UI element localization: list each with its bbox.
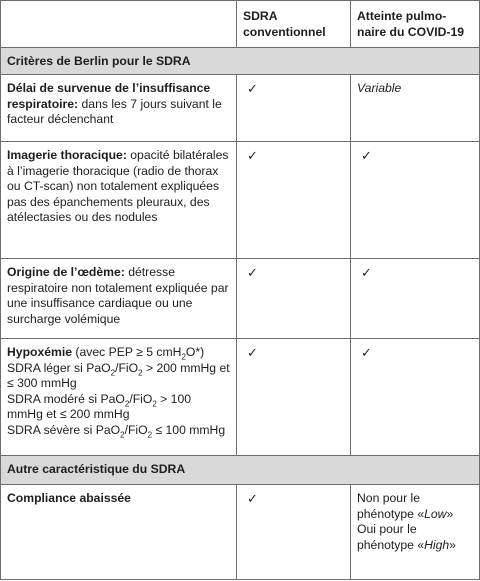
check-icon: ✓ — [237, 259, 351, 339]
criterion-cell — [1, 339, 237, 456]
hypox-text: SDRA sévère si PaO — [7, 422, 121, 437]
section-row-other — [1, 456, 480, 485]
check-icon: ✓ — [237, 142, 351, 259]
check-icon: ✓ — [351, 259, 480, 339]
table-row — [1, 142, 480, 259]
hypox-text: SDRA léger si PaO — [7, 360, 111, 375]
compliance-text-high: Oui pour le phénotype « — [357, 522, 425, 552]
criterion-text: opacité bilatérales à l’imagerie thoracique (radio de thorax ou CT-scan) non totalement expliquées pas des épanchements pleuraux, des atélectasies ou des nodules — [7, 148, 229, 224]
compliance-line-high — [357, 522, 473, 553]
hypox-text: ≤ 100 mmHg — [152, 422, 226, 437]
criterion-cell — [1, 75, 237, 142]
check-icon: ✓ — [237, 75, 351, 142]
criterion-cell — [1, 142, 237, 259]
subscript: 2 — [110, 367, 116, 377]
header-sdra-conventionnel: SDRA conventionnel — [237, 1, 351, 48]
criterion-label: Origine de l’œdème: — [7, 265, 125, 279]
phenotype-low: Low — [424, 506, 447, 521]
section-title-other: Autre caractéristique du SDRA — [1, 456, 480, 485]
criterion-label: Hypoxémie — [7, 345, 73, 359]
header-blank — [1, 1, 237, 48]
phenotype-high: High — [424, 537, 450, 552]
hypox-lead: (avec PEP ≥ 5 cmH — [72, 345, 182, 359]
hypox-text: /FiO — [115, 360, 139, 375]
check-icon: ✓ — [351, 142, 480, 259]
criterion-cell — [1, 259, 237, 339]
table-row-hypoxemie — [1, 339, 480, 456]
subscript: 2 — [147, 429, 153, 439]
criterion-label: Compliance abaissée — [7, 491, 131, 505]
hypox-line-1 — [7, 361, 230, 392]
compliance-text-low: Non pour le phénotype « — [357, 491, 425, 521]
hypox-text: SDRA modéré si PaO — [7, 391, 125, 406]
hypox-text: /FiO — [124, 422, 148, 437]
criterion-text: dans les 7 jours suivant le facteur déclenchant — [7, 96, 222, 126]
criterion-label: Imagerie thoracique: — [7, 148, 127, 162]
check-icon: ✓ — [237, 339, 351, 456]
check-icon: ✓ — [237, 485, 351, 580]
criterion-text: détresse respiratoire non totalement expliquée par une insuffisance cardiaque ou une surcharge volémique — [7, 265, 229, 326]
criterion-cell — [1, 485, 237, 580]
header-covid: Atteinte pulmo-naire du COVID-19 — [351, 1, 480, 48]
table-row-compliance — [1, 485, 480, 580]
subscript: 2 — [152, 398, 157, 408]
quote-close: » — [449, 537, 456, 552]
subscript: 2 — [181, 352, 186, 362]
subscript: 2 — [124, 398, 130, 408]
subscript: 2 — [120, 429, 125, 439]
covid-value: Variable — [351, 75, 480, 142]
check-icon: ✓ — [351, 339, 480, 456]
header-row — [1, 1, 480, 48]
table-row — [1, 259, 480, 339]
quote-close: » — [446, 506, 454, 521]
hypox-line-2 — [7, 392, 230, 423]
subscript: 2 — [138, 367, 143, 377]
section-row-berlin — [1, 48, 480, 75]
hypox-line-3 — [7, 423, 230, 439]
hypox-tail: O*) — [185, 345, 205, 359]
hypox-line-0 — [7, 345, 230, 361]
section-title-berlin: Critères de Berlin pour le SDRA — [1, 48, 480, 75]
hypox-text: > 100 mmHg et ≤ 200 mmHg — [7, 391, 192, 421]
covid-value — [351, 485, 480, 580]
table-row — [1, 75, 480, 142]
hypox-text: /FiO — [129, 391, 153, 406]
criterion-label: Délai de survenue de l’insuffisance respiratoire: — [7, 81, 211, 111]
hypox-text: > 200 mmHg et ≤ 300 mmHg — [7, 360, 230, 390]
